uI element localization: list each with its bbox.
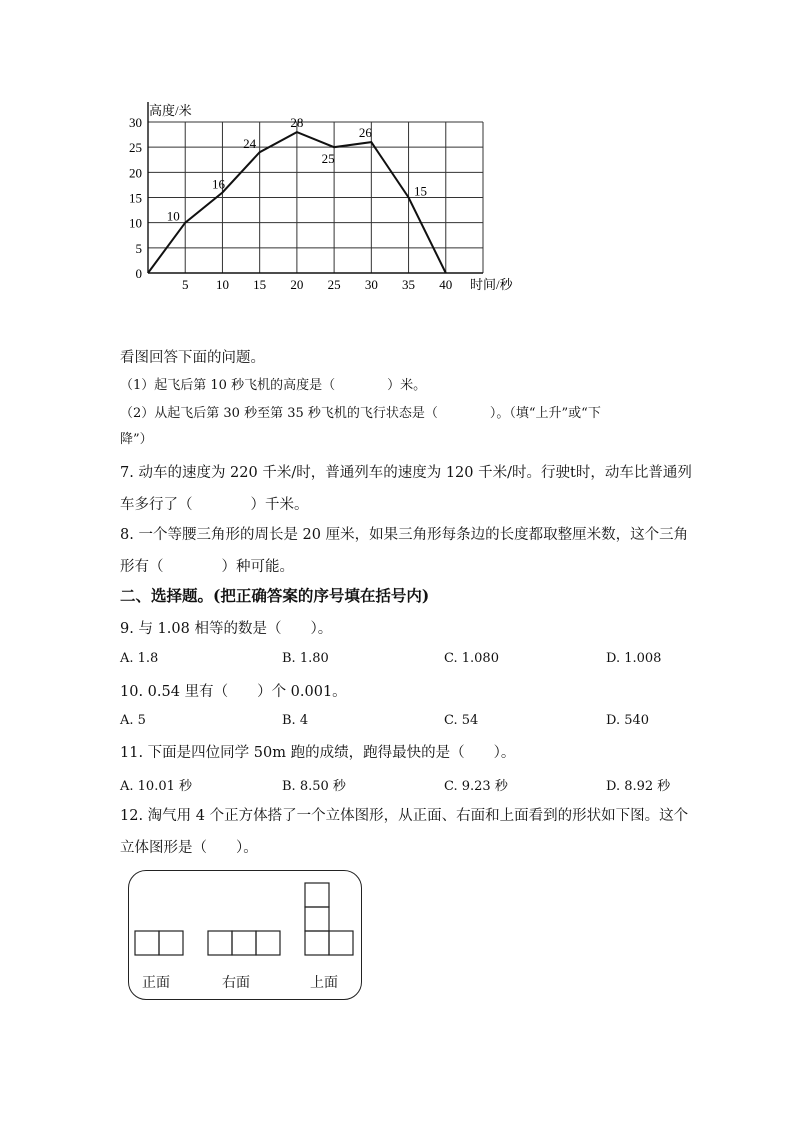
y-tick-label: 5	[135, 240, 142, 256]
data-label: 24	[243, 136, 257, 152]
q10-option-d: D. 540	[606, 713, 650, 728]
right-view-label: 右面	[222, 975, 250, 991]
x-tick-label: 5	[181, 277, 189, 292]
y-tick-label: 25	[129, 140, 142, 156]
data-label: 10	[166, 208, 180, 224]
data-label: 16	[211, 176, 225, 192]
question-8: 8. 一个等腰三角形的周长是 20 厘米，如果三角形每条边的长度都取整厘米数，这个三角	[120, 527, 689, 543]
q9-option-d: D. 1.008	[606, 651, 662, 666]
data-label: 15	[414, 183, 428, 199]
chart-tick-labels	[129, 115, 452, 292]
q11-option-c: C. 9.23 秒	[444, 779, 508, 794]
chart-grid	[148, 122, 483, 273]
y-tick-label: 15	[129, 190, 142, 206]
question-12-cont: 立体图形是（ ）。	[120, 840, 258, 856]
x-tick-label: 20	[290, 277, 304, 292]
x-tick-label: 40	[439, 277, 453, 292]
q9-option-a: A. 1.8	[120, 651, 159, 666]
question-sub-2: （2）从起飞后第 30 秒至第 35 秒飞机的飞行状态是（ ）。（填“上升”或“下	[120, 406, 601, 421]
q10-option-b: B. 4	[282, 713, 309, 728]
front-view-label: 正面	[142, 975, 170, 991]
x-tick-label: 25	[327, 277, 341, 292]
q9-option-c: C. 1.080	[444, 651, 499, 666]
question-8-cont: 形有（ ）种可能。	[120, 559, 294, 575]
x-axis-label: 时间/秒	[470, 277, 513, 292]
data-label: 26	[358, 125, 372, 141]
question-10: 10. 0.54 里有（ ）个 0.001。	[120, 684, 347, 700]
q11-option-a: A. 10.01 秒	[120, 779, 193, 794]
x-tick-label: 15	[253, 277, 267, 292]
data-label: 25	[321, 151, 335, 167]
y-tick-label: 0	[135, 266, 142, 281]
q11-option-d: D. 8.92 秒	[606, 779, 671, 794]
top-view-label: 上面	[310, 975, 338, 991]
altitude-line-chart	[0, 0, 794, 300]
q10-option-c: C. 54	[444, 713, 479, 728]
question-sub-2-cont: 降”）	[120, 432, 153, 447]
q10-option-a: A. 5	[120, 713, 146, 728]
question-sub-1: （1）起飞后第 10 秒飞机的高度是（ ）米。	[120, 378, 427, 393]
question-7: 7. 动车的速度为 220 千米/时，普通列车的速度为 120 千米/时。行驶t时，动车比普通列	[120, 465, 692, 481]
question-9: 9. 与 1.08 相等的数是（ ）。	[120, 621, 333, 637]
data-label: 28	[290, 115, 304, 131]
question-intro: 看图回答下面的问题。	[120, 350, 265, 366]
q11-option-b: B. 8.50 秒	[282, 779, 346, 794]
question-12: 12. 淘气用 4 个正方体搭了一个立体图形，从正面、右面和上面看到的形状如下图。这个	[120, 808, 689, 824]
y-tick-label: 30	[129, 115, 142, 130]
q9-option-b: B. 1.80	[282, 651, 329, 666]
y-axis-label: 高度/米	[149, 103, 192, 118]
question-11: 11. 下面是四位同学 50m 跑的成绩，跑得最快的是（ ）。	[120, 745, 516, 761]
section-2-heading: 二、选择题。(把正确答案的序号填在括号内)	[120, 586, 430, 605]
x-tick-label: 35	[402, 277, 416, 292]
x-tick-label: 10	[215, 277, 229, 292]
y-tick-label: 10	[129, 215, 142, 231]
question-7-cont: 车多行了（ ）千米。	[120, 497, 309, 513]
y-tick-label: 20	[129, 165, 142, 181]
x-tick-label: 30	[364, 277, 378, 292]
